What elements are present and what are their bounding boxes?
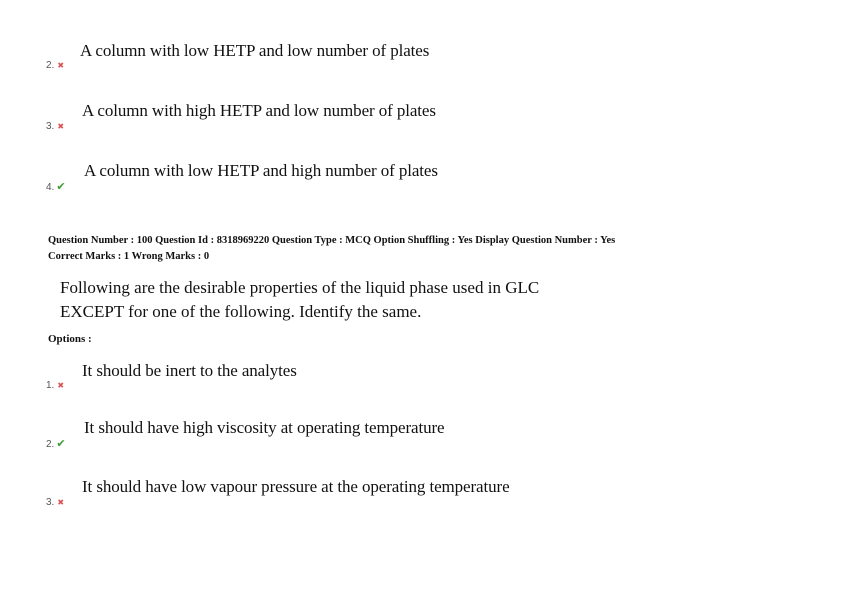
cross-icon: ✖ <box>57 61 65 70</box>
option-text: It should have low vapour pressure at the operating temperature <box>82 477 510 496</box>
option-number: 4. ✔ <box>46 180 66 193</box>
marks-meta: Correct Marks : 1 Wrong Marks : 0 <box>48 251 210 262</box>
check-icon: ✔ <box>56 180 66 193</box>
option-text: A column with low HETP and low number of plates <box>80 41 430 60</box>
option-number: 1. ✖ <box>46 380 65 391</box>
option-text: It should have high viscosity at operating temperature <box>84 418 445 437</box>
option-number: 2. ✔ <box>46 437 66 450</box>
option-text: A column with low HETP and high number of plates <box>84 161 438 180</box>
options-label: Options : <box>48 333 92 345</box>
question-text: Following are the desirable properties of the liquid phase used in GLC EXCEPT for one of the following. Identify the same. <box>60 278 540 321</box>
option-number: 2. ✖ <box>46 60 65 71</box>
option-number: 3. ✖ <box>46 497 65 508</box>
cross-icon: ✖ <box>57 122 65 131</box>
option-text: It should be inert to the analytes <box>82 361 297 380</box>
check-icon: ✔ <box>56 437 66 450</box>
cross-icon: ✖ <box>57 498 65 507</box>
option-number: 3. ✖ <box>46 121 65 132</box>
option-text: A column with high HETP and low number of plates <box>82 101 436 120</box>
cross-icon: ✖ <box>57 381 65 390</box>
question-meta: Question Number : 100 Question Id : 8318969220 Question Type : MCQ Option Shuffling : Yes Display Question Number : Yes <box>48 235 616 246</box>
